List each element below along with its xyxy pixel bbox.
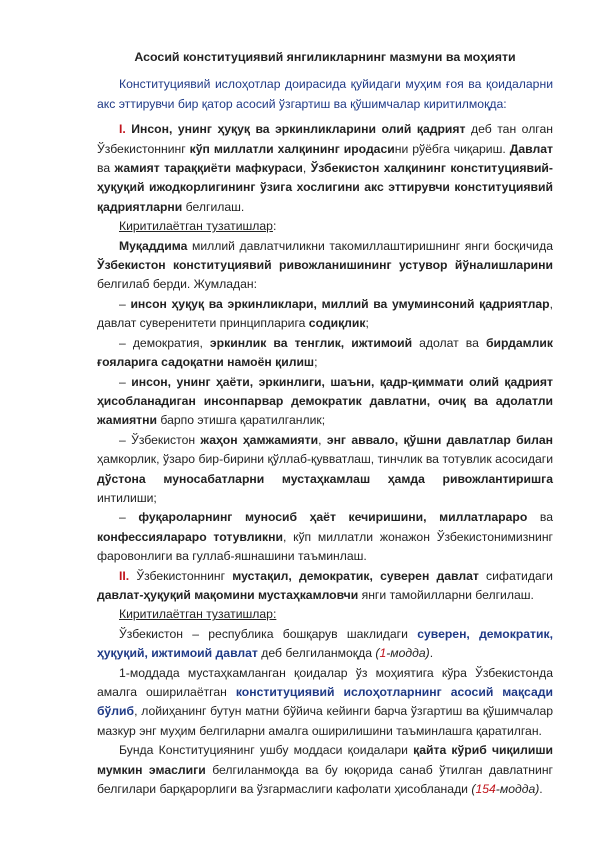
- section-2-number: II.: [119, 568, 130, 583]
- preamble-text-2: белгилаб берди. Жумладан:: [97, 277, 257, 292]
- section-1-text-2: ни рўёбга чиқариш.: [394, 141, 510, 156]
- final-end: .: [539, 782, 543, 797]
- list-item-4-text-2: ,: [318, 432, 327, 447]
- changes-2-heading: [97, 605, 553, 624]
- list-item-4-text-3: ҳамкорлик, ўзаро бир-бирини қўллаб-қувватлаш, тинчлик ва тотувлик асосидаги: [97, 452, 553, 467]
- list-item-5-bold-1: фуқароларнинг муносиб ҳаёт кечиришини, миллатлараро: [138, 510, 528, 525]
- list-item-2-text-1: – демократия,: [119, 335, 210, 350]
- section-2-text-1: Ўзбекистоннинг: [129, 568, 233, 583]
- article-1-text-2: деб белгиланмоқда: [257, 646, 376, 661]
- list-item-4-bold-2: энг аввало, қўшни давлатлар билан: [326, 432, 554, 447]
- intro-text-continued: ва қоидаларни акс эттирувчи бир қатор асосий ўзгартиш ва қўшимчалар киритилмоқда:: [97, 77, 554, 111]
- section-1-bold-4: жамият тараққиёти мафкураси: [114, 161, 303, 176]
- list-item-3: [97, 373, 553, 431]
- preamble-paragraph: [97, 237, 553, 295]
- preamble-bold-1: Муқаддима: [119, 238, 188, 253]
- section-2-text-2: сифатидаги: [478, 568, 553, 583]
- list-item-2-text-3: ;: [314, 355, 318, 370]
- preamble-bold-2: Ўзбекистон конституциявий ривожланишининг устувор йўналишларини: [97, 258, 553, 273]
- list-item-2: [97, 334, 553, 373]
- list-item-4: [97, 431, 553, 509]
- section-2-text-3: янги тамойилларни белгилаш.: [358, 587, 534, 602]
- document-page: [97, 48, 553, 799]
- article-ref-1: [375, 646, 429, 660]
- intro-paragraph: [97, 75, 553, 114]
- section-1-bold-2: кўп миллатли халқининг иродаси: [189, 141, 395, 156]
- list-item-4-text-4: интилиши;: [97, 490, 157, 505]
- intro-text: Конституциявий ислоҳотлар доирасида қуйидаги муҳим ғоя: [119, 77, 469, 92]
- list-item-4-bold-3: дўстона муносабатларни мустаҳкамлаш ҳамда ривожлантиришга: [97, 471, 553, 486]
- article-1-text-1: Ўзбекистон – республика бошқарув шаклидаги: [119, 626, 418, 641]
- section-1-number: I.: [119, 122, 126, 137]
- changes-1-label: Киритилаётган тузатишлар: [119, 219, 273, 234]
- ref-suffix: -модда): [386, 646, 430, 661]
- final-text-1: Бунда Конституциянинг ушбу моддаси қоидалари: [119, 743, 414, 758]
- list-item-1-bold-2: содиқлик: [308, 316, 366, 331]
- list-item-3-bold-1: инсон, унинг ҳаёти, эркинлиги, шаъни, қадр-қиммати олий қадрият ҳисобланадиган инсонпарвар демократик давлатни, очиқ ва адолатли жамиятни: [97, 374, 553, 428]
- ref-number: 1: [379, 646, 387, 661]
- section-1-text-4: ,: [302, 161, 311, 176]
- ref-paren: (: [471, 782, 476, 797]
- list-item-5: [97, 508, 553, 566]
- article-154-paragraph: [97, 741, 553, 799]
- list-item-4-text-1: – Ўзбекистон: [119, 432, 201, 447]
- list-dash: –: [119, 510, 139, 525]
- article-1-paragraph: [97, 625, 553, 664]
- list-item-2-bold-1: эркинлик ва тенглик, ижтимоий: [209, 335, 413, 350]
- article-1-end: .: [429, 646, 434, 661]
- list-item-1-text-2: ;: [365, 316, 369, 331]
- list-item-1: [97, 295, 553, 334]
- list-dash: –: [119, 374, 132, 389]
- detail-bold-1: конституциявий ислоҳотларнинг асосий мақсади бўлиб: [97, 685, 553, 719]
- list-item-3-text-1: барпо этишга қаратилганлик;: [157, 413, 326, 428]
- section-1-bold-5: Ўзбекистон халқининг конституциявий-ҳуқуқий ижодкорлигининг ўзига хослигини акс эттирувчи конституциявий қадриятларни: [97, 161, 553, 214]
- list-item-1-bold-1: инсон ҳуқуқ ва эркинликлари, миллий ва умуминсоний қадриятлар: [130, 296, 550, 311]
- section-1-text-1: деб тан олган Ўзбекистоннинг: [97, 122, 553, 156]
- list-dash: –: [119, 296, 131, 311]
- section-1-paragraph: [97, 120, 553, 217]
- article-1-detail-paragraph: [97, 664, 553, 742]
- detail-text-1: 1-моддада мустаҳкамланган қоидалар ўз моҳиятига кўра Ўзбекистонда амалга оширилаётган: [97, 665, 553, 699]
- section-2-bold-2: давлат-ҳуқуқий мақомини мустаҳкамловчи: [97, 587, 359, 602]
- changes-1-colon: :: [272, 219, 277, 234]
- section-2-bold-1: мустақил, демократик, суверен давлат: [232, 568, 479, 583]
- list-item-5-text-2: , кўп миллатли жонажон Ўзбекистонимизнинг фаровонлиги ва гуллаб-яшнашини таъминлаш.: [97, 529, 553, 564]
- list-item-4-bold-1: жаҳон ҳамжамияти: [200, 432, 319, 447]
- section-1-bold-3: Давлат: [509, 141, 553, 156]
- article-1-bold-1: суверен, демократик, ҳуқуқий, ижтимоий давлат: [97, 626, 553, 661]
- section-2-paragraph: [97, 567, 553, 606]
- list-item-2-bold-2: бирдамлик ғояларига садоқатни намоён қилиш: [97, 335, 553, 370]
- article-ref-154: [471, 782, 539, 796]
- list-item-2-text-2: адолат ва: [412, 335, 486, 350]
- preamble-text-1: миллий давлатчиликни такомиллаштиришнинг янги босқичида: [187, 238, 553, 253]
- changes-2-label: Киритилаётган тузатишлар:: [119, 607, 277, 622]
- list-item-1-text-1: , давлат суверенитети принципларига: [97, 296, 553, 331]
- document-title: Асосий конституциявий янгиликларнинг мазмуни ва моҳияти: [134, 50, 516, 64]
- final-bold-1: қайта кўриб чиқилиши мумкин эмаслиги: [97, 743, 553, 777]
- section-1-bold-1: Инсон, унинг ҳуқуқ ва эркинликларини олий қадрият: [131, 122, 466, 137]
- ref-suffix: -модда): [495, 782, 540, 797]
- list-item-5-text-1: ва: [527, 510, 553, 525]
- detail-text-2: , лойиҳанинг бутун матни бўйича кейинги барча ўзгартиш ва қўшимчалар мазкур энг муҳим белгиларни амалга оширилишини таъминлашга қаратилган.: [97, 704, 553, 738]
- section-1-text-3: ва: [97, 161, 115, 176]
- section-1-text-5: белгилаш.: [182, 199, 245, 214]
- changes-1-heading: [97, 217, 553, 236]
- ref-number: 154: [475, 782, 496, 797]
- ref-paren: (: [375, 646, 380, 661]
- list-item-5-bold-2: конфессиялараро тотувликни: [97, 529, 283, 544]
- final-text-2: белгиланмоқда ва бу юқорида санаб ўтилган давлатнинг белгилари барқарорлиги ва ўзгармаслиги кафолати ҳисобланади: [97, 762, 553, 797]
